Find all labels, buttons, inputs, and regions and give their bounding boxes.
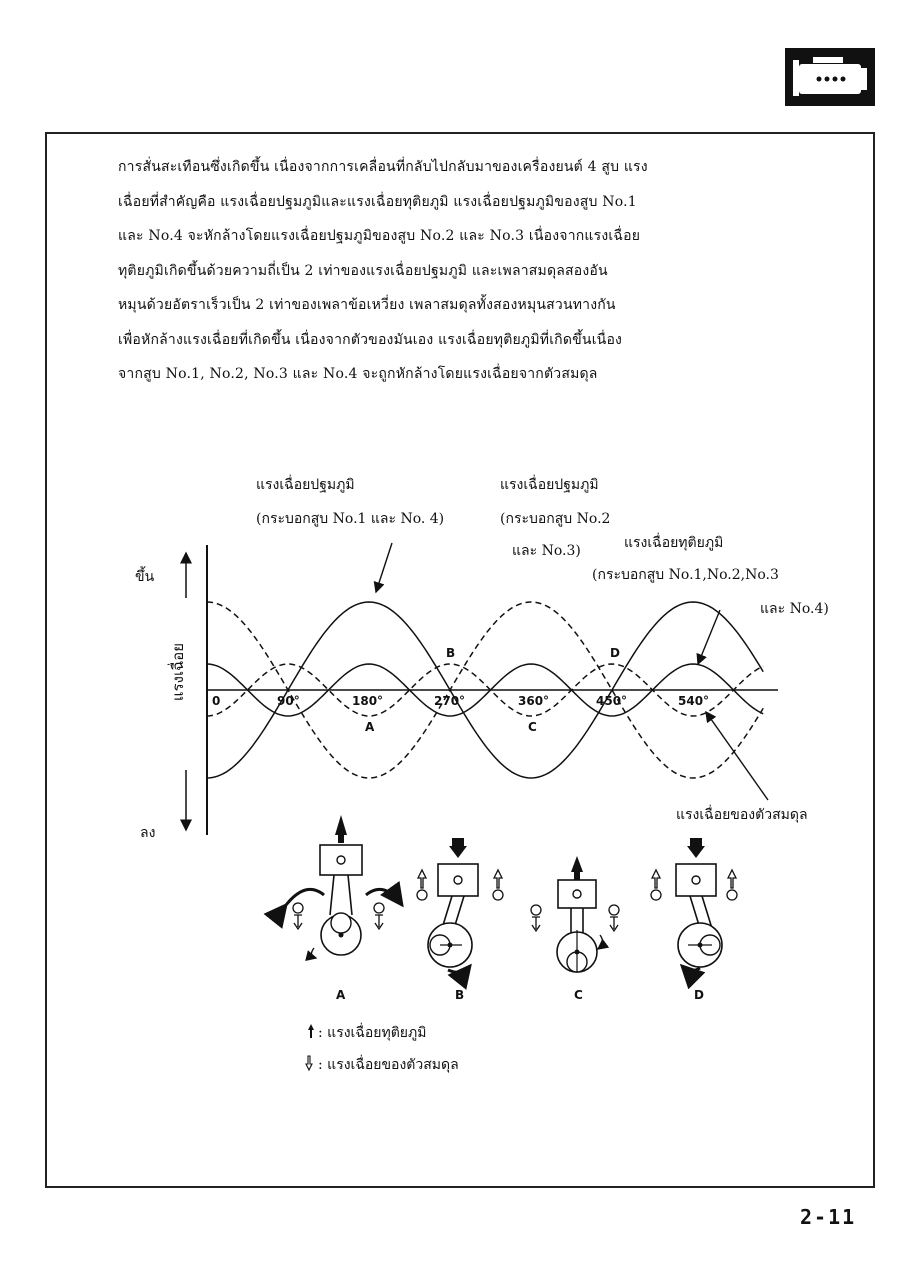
balancer-label: แรงเฉื่อยของตัวสมดุล (676, 807, 808, 823)
secondary-title: แรงเฉื่อยทุติยภูมิ (624, 535, 724, 551)
leader-line-primary14 (376, 543, 392, 592)
tick-label: 180° (352, 694, 384, 708)
balancer-force-legend-icon (306, 1056, 312, 1070)
legend-balancer: : แรงเฉื่อยของตัวสมดุล (318, 1057, 459, 1073)
page-number: 2-11 (800, 1205, 857, 1229)
piston-c-illustration (531, 856, 619, 972)
point-b-label: B (446, 646, 456, 660)
secondary-subtitle-2: และ No.4) (760, 601, 829, 617)
tick-label: 360° (518, 694, 550, 708)
primary-23-subtitle-2: และ No.3) (512, 543, 581, 559)
paragraph-line: และ No.4 จะหักล้างโดยแรงเฉื่อยปฐมภูมิของสูบ No.2 และ No.3 เนื่องจากแรงเฉื่อย (118, 228, 641, 244)
force-axis-label: แรงเฉื่อย (169, 642, 187, 702)
piston-a-illustration (286, 815, 402, 958)
tick-label: 270° (434, 694, 466, 708)
tick-label: 450° (596, 694, 628, 708)
paragraph-line: เฉื่อยที่สำคัญคือ แรงเฉื่อยปฐมภูมิและแรงเฉื่อยทุติยภูมิ แรงเฉื่อยปฐมภูมิของสูบ No.1 (118, 193, 637, 210)
leader-line-balancer (706, 712, 768, 800)
primary-14-title: แรงเฉื่อยปฐมภูมิ (256, 477, 355, 493)
piston-b-label: B (455, 988, 465, 1002)
primary-23-subtitle: (กระบอกสูบ No.2 (500, 511, 611, 527)
piston-d-label: D (694, 988, 704, 1002)
paragraph-line: จากสูบ No.1, No.2, No.3 และ No.4 จะถูกหักล้างโดยแรงเฉื่อยจากตัวสมดุล (118, 366, 598, 382)
paragraph-line: หมุนด้วยอัตราเร็วเป็น 2 เท่าของเพลาข้อเหวี่ยง เพลาสมดุลทั้งสองหมุนสวนทางกัน (118, 297, 616, 313)
tick-label: 0 (212, 694, 221, 708)
leader-line-secondary (698, 610, 720, 664)
point-c-label: C (528, 720, 537, 734)
primary-14-subtitle: (กระบอกสูบ No.1 และ No. 4) (256, 511, 445, 527)
point-a-label: A (365, 720, 375, 734)
piston-b-illustration (417, 838, 503, 972)
piston-c-label: C (574, 988, 583, 1002)
down-label: ลง (140, 825, 156, 841)
piston-a-label: A (336, 988, 346, 1002)
secondary-force-legend-icon (308, 1024, 314, 1038)
tick-label: 540° (678, 694, 710, 708)
paragraph-line: ทุติยภูมิเกิดขึ้นด้วยความถี่เป็น 2 เท่าของแรงเฉื่อยปฐมภูมิ และเพลาสมดุลสองอัน (118, 262, 608, 279)
piston-d-illustration (651, 838, 737, 971)
point-d-label: D (610, 646, 620, 660)
paragraph-line: การสั่นสะเทือนซึ่งเกิดขึ้น เนื่องจากการเคลื่อนที่กลับไปกลับมาของเครื่องยนต์ 4 สูบ แรง (118, 159, 648, 175)
tick-label: 90° (277, 694, 300, 708)
paragraph-line: เพื่อหักล้างแรงเฉื่อยที่เกิดขึ้น เนื่องจากตัวของมันเอง แรงเฉื่อยทุติยภูมิที่เกิดขึ้นเนื่อง (118, 331, 623, 348)
primary-23-title: แรงเฉื่อยปฐมภูมิ (500, 477, 599, 493)
up-label: ขึ้น (135, 569, 155, 585)
secondary-subtitle: (กระบอกสูบ No.1,No.2,No.3 (592, 567, 779, 583)
legend-secondary: : แรงเฉื่อยทุติยภูมิ (318, 1025, 427, 1041)
